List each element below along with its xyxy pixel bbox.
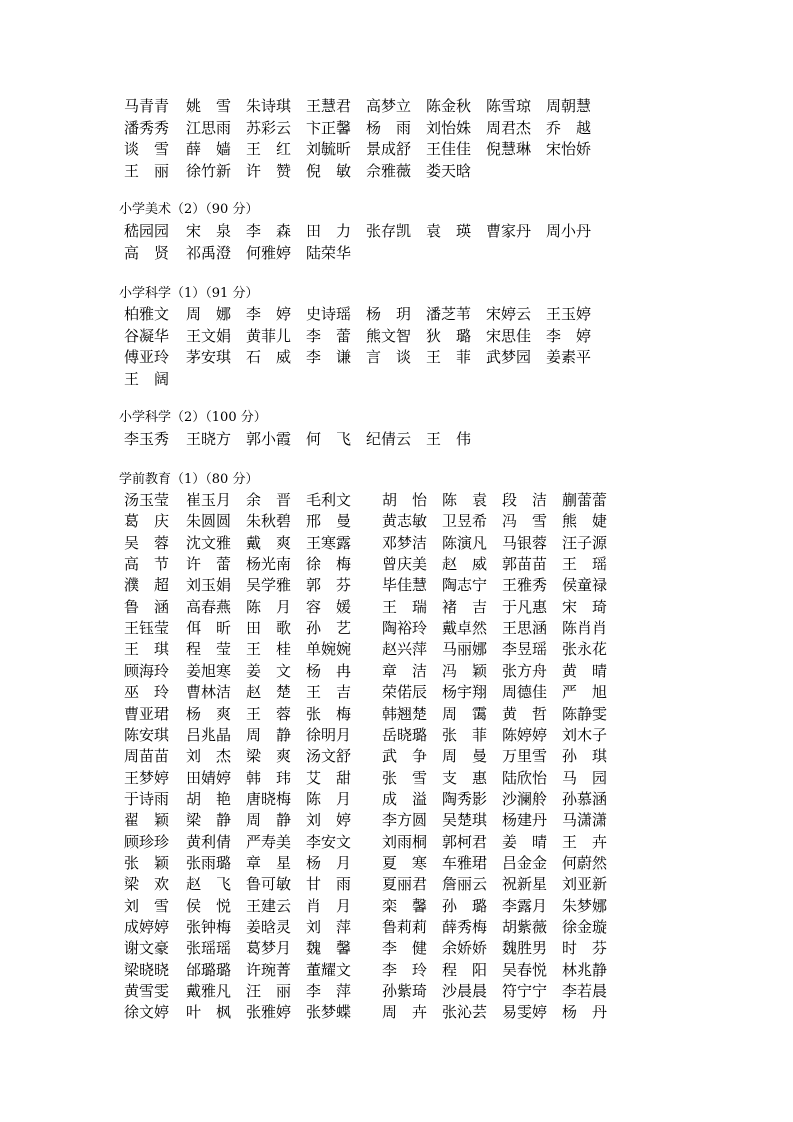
student-name: 冯 颖: [442, 661, 488, 680]
student-name: 梁 静: [186, 811, 232, 830]
student-name: 刘亚新: [562, 875, 608, 894]
student-name: 鲁可敏: [246, 875, 292, 894]
student-name: 王思涵: [502, 619, 548, 638]
student-name: 冯 雪: [502, 512, 548, 531]
student-name: 宋思佳: [486, 326, 532, 345]
student-name: 董耀文: [306, 960, 352, 979]
student-name: 李安文: [306, 832, 352, 851]
student-name: 乔 越: [546, 118, 592, 137]
student-name: 刘 婷: [306, 811, 352, 830]
student-name: 陈演凡: [442, 533, 488, 552]
student-name: 万里雪: [502, 747, 548, 766]
student-name: 王建云: [246, 896, 292, 915]
student-name: 戴卓然: [442, 619, 488, 638]
student-name: 刘 萍: [306, 918, 352, 936]
student-name: 杨光南: [246, 555, 292, 574]
section2-title: 小学科学（1）（91 分）: [119, 286, 259, 301]
student-name: 支 惠: [442, 768, 488, 787]
student-name: 周 静: [246, 811, 292, 830]
student-name: 张雨璐: [186, 853, 232, 872]
student-name: 张沁芸: [442, 1003, 488, 1022]
student-name: 王文娟: [186, 326, 232, 345]
student-name: 王梦婷: [124, 768, 170, 787]
student-name: 潘秀秀: [124, 118, 170, 137]
student-name: 王 吉: [306, 683, 352, 702]
student-name: 戴 爽: [246, 533, 292, 552]
student-name: 詹丽云: [442, 875, 488, 894]
student-name: 李 玲: [382, 960, 428, 979]
student-name: 朱梦娜: [562, 896, 608, 915]
student-name: 孙慕涵: [562, 789, 608, 808]
student-name: 翟 颖: [124, 811, 170, 830]
student-name: 韩 玮: [246, 768, 292, 787]
student-name: 赵 飞: [186, 875, 232, 894]
student-name: 谢文豪: [124, 939, 170, 958]
student-name: 李昱瑶: [502, 640, 548, 659]
student-name: 徐金璇: [562, 918, 608, 936]
student-name: 周 静: [246, 725, 292, 744]
student-name: 熊 婕: [562, 512, 608, 531]
student-name: 李玉秀: [124, 430, 170, 448]
student-name: 邰璐璐: [186, 960, 232, 979]
student-name: 容 媛: [306, 597, 352, 616]
student-name: 严寿美: [246, 832, 292, 851]
student-name: 宋婷云: [486, 305, 532, 323]
student-name: 邢 曼: [306, 512, 352, 531]
student-name: 陶裕玲: [382, 619, 428, 638]
student-name: 苏彩云: [246, 118, 292, 137]
student-name: 陈静雯: [562, 704, 608, 723]
student-name: 朱诗琪: [246, 97, 292, 115]
student-name: 于诗雨: [124, 789, 170, 808]
student-name: 杨宇翔: [442, 683, 488, 702]
student-name: 马丽娜: [442, 640, 488, 659]
student-name: 王钰莹: [124, 619, 170, 638]
student-name: 周 霭: [442, 704, 488, 723]
student-name: 潘芝苇: [426, 305, 472, 323]
student-name: 李露月: [502, 896, 548, 915]
student-name: 魏 馨: [306, 939, 352, 958]
student-name: 孙 艺: [306, 619, 352, 638]
student-name: 崔玉月: [186, 491, 232, 509]
student-name: 武梦园: [486, 348, 532, 366]
student-name: 严 旭: [562, 683, 608, 702]
student-name: 赵 威: [442, 555, 488, 574]
student-name: 李 蕾: [306, 326, 352, 345]
student-name: 葛 庆: [124, 512, 170, 531]
student-name: 高 贤: [124, 243, 170, 262]
student-name: 汪子源: [562, 533, 608, 552]
student-name: 佴 昕: [186, 619, 232, 638]
student-name: 周苗苗: [124, 747, 170, 766]
student-name: 徐竹新: [186, 161, 232, 180]
student-name: 梁 欢: [124, 875, 170, 894]
student-name: 葛梦月: [246, 939, 292, 958]
student-name: 余娇娇: [442, 939, 488, 958]
student-name: 孙紫琦: [382, 982, 428, 1001]
student-name: 姜素平: [546, 348, 592, 366]
student-name: 陶志宁: [442, 576, 488, 595]
student-name: 王寒露: [306, 533, 352, 552]
student-name: 濮 超: [124, 576, 170, 595]
student-name: 时 芬: [562, 939, 608, 958]
student-name: 黄雪雯: [124, 982, 170, 1001]
student-name: 张 梅: [306, 704, 352, 723]
student-name: 艾 甜: [306, 768, 352, 787]
student-name: 周小丹: [546, 222, 592, 240]
student-name: 纪倩云: [366, 430, 412, 448]
student-name: 吕兆晶: [186, 725, 232, 744]
student-name: 栾 馨: [382, 896, 428, 915]
student-name: 陈肖肖: [562, 619, 608, 638]
student-name: 祝新星: [502, 875, 548, 894]
student-name: 黄 哲: [502, 704, 548, 723]
student-name: 汤玉莹: [124, 491, 170, 509]
student-name: 吴楚琪: [442, 811, 488, 830]
student-name: 姚 雪: [186, 97, 232, 115]
student-name: 王 阔: [124, 369, 170, 388]
student-name: 王玉婷: [546, 305, 592, 323]
student-name: 陈 月: [306, 789, 352, 808]
student-name: 唐晓梅: [246, 789, 292, 808]
student-name: 景成舒: [366, 140, 412, 158]
student-name: 曹亚珺: [124, 704, 170, 723]
student-name: 田 歌: [246, 619, 292, 638]
student-name: 沙晨晨: [442, 982, 488, 1001]
student-name: 郭柯君: [442, 832, 488, 851]
student-name: 张方舟: [502, 661, 548, 680]
student-name: 戴雅凡: [186, 982, 232, 1001]
student-name: 杨建丹: [502, 811, 548, 830]
student-name: 宋 泉: [186, 222, 232, 240]
student-name: 郭苗苗: [502, 555, 548, 574]
student-name: 王 桂: [246, 640, 292, 659]
section3-title: 小学科学（2）（100 分）: [119, 410, 267, 425]
student-name: 梁晓晓: [124, 960, 170, 979]
student-name: 陈金秋: [426, 97, 472, 115]
student-name: 顾珍珍: [124, 832, 170, 851]
student-name: 李方圆: [382, 811, 428, 830]
student-name: 王雅秀: [502, 576, 548, 595]
student-name: 段 洁: [502, 491, 548, 509]
student-name: 陈 月: [246, 597, 292, 616]
student-name: 荣偌辰: [382, 683, 428, 702]
student-name: 陆欣怡: [502, 768, 548, 787]
student-name: 孙 琪: [562, 747, 608, 766]
student-name: 狄 璐: [426, 326, 472, 345]
student-name: 马银蓉: [502, 533, 548, 552]
student-name: 汪 丽: [246, 982, 292, 1001]
student-name: 沈文雅: [186, 533, 232, 552]
student-name: 陈雪琼: [486, 97, 532, 115]
student-name: 黄 晴: [562, 661, 608, 680]
student-name: 章 洁: [382, 661, 428, 680]
student-name: 刘雨桐: [382, 832, 428, 851]
student-name: 王 菲: [426, 348, 472, 366]
student-name: 甘 雨: [306, 875, 352, 894]
student-name: 毛利文: [306, 491, 352, 509]
student-name: 夏 寒: [382, 853, 428, 872]
student-name: 徐 梅: [306, 555, 352, 574]
student-name: 马潇潇: [562, 811, 608, 830]
student-name: 周 曼: [442, 747, 488, 766]
student-name: 侯童禄: [562, 576, 608, 595]
student-name: 姜晗灵: [246, 918, 292, 936]
student-name: 赵兴萍: [382, 640, 428, 659]
student-name: 刘毓昕: [306, 140, 352, 158]
student-name: 卫昱希: [442, 512, 488, 531]
student-name: 叶 枫: [186, 1003, 232, 1022]
student-name: 章 星: [246, 853, 292, 872]
student-name: 王 瑶: [562, 555, 608, 574]
student-name: 黄利倩: [186, 832, 232, 851]
student-name: 张永花: [562, 640, 608, 659]
student-name: 李 婷: [246, 305, 292, 323]
student-name: 谷凝华: [124, 326, 170, 345]
student-name: 王慧君: [306, 97, 352, 115]
student-name: 柏雅文: [124, 305, 170, 323]
student-name: 薛秀梅: [442, 918, 488, 936]
student-name: 赵 楚: [246, 683, 292, 702]
student-name: 茅安琪: [186, 348, 232, 366]
student-name: 李 森: [246, 222, 292, 240]
student-name: 谈 雪: [124, 140, 170, 158]
student-name: 许 赞: [246, 161, 292, 180]
student-name: 武 争: [382, 747, 428, 766]
student-name: 车雅珺: [442, 853, 488, 872]
student-name: 曾庆美: [382, 555, 428, 574]
student-name: 薛 嫱: [186, 140, 232, 158]
student-name: 何雅婷: [246, 243, 292, 262]
student-name: 林兆静: [562, 960, 608, 979]
student-name: 周朝慧: [546, 97, 592, 115]
student-name: 张瑶瑶: [186, 939, 232, 958]
student-name: 刘玉娟: [186, 576, 232, 595]
student-name: 刘木子: [562, 725, 608, 744]
student-name: 吴 蓉: [124, 533, 170, 552]
student-name: 刘 杰: [186, 747, 232, 766]
student-name: 韩翘楚: [382, 704, 428, 723]
student-name: 杨 雨: [366, 118, 412, 137]
student-name: 魏胜男: [502, 939, 548, 958]
student-name: 佘雅薇: [366, 161, 412, 180]
student-name: 张 菲: [442, 725, 488, 744]
student-name: 江思雨: [186, 118, 232, 137]
student-name: 张存凯: [366, 222, 412, 240]
student-name: 嵇园园: [124, 222, 170, 240]
student-name: 娄天晗: [426, 161, 472, 180]
student-name: 陆荣华: [306, 243, 352, 262]
student-name: 王 红: [246, 140, 292, 158]
student-name: 周 卉: [382, 1003, 428, 1022]
student-name: 田婧婷: [186, 768, 232, 787]
student-name: 汤文舒: [306, 747, 352, 766]
student-name: 杨 冉: [306, 661, 352, 680]
student-name: 吴春悦: [502, 960, 548, 979]
student-name: 陈安琪: [124, 725, 170, 744]
student-name: 许 蕾: [186, 555, 232, 574]
student-name: 毕佳慧: [382, 576, 428, 595]
student-name: 祁禹澄: [186, 243, 232, 262]
student-name: 何 飞: [306, 430, 352, 448]
student-name: 程 莹: [186, 640, 232, 659]
student-name: 张梦蝶: [306, 1003, 352, 1022]
student-name: 陶秀影: [442, 789, 488, 808]
student-name: 高春燕: [186, 597, 232, 616]
student-name: 熊文智: [366, 326, 412, 345]
student-name: 王 卉: [562, 832, 608, 851]
student-name: 李 健: [382, 939, 428, 958]
student-name: 姜 晴: [502, 832, 548, 851]
student-name: 徐文婷: [124, 1003, 170, 1022]
student-name: 姜 文: [246, 661, 292, 680]
student-name: 沙澜舲: [502, 789, 548, 808]
student-name: 黄志敏: [382, 512, 428, 531]
student-name: 王佳佳: [426, 140, 472, 158]
student-name: 王 丽: [124, 161, 170, 180]
student-name: 徐明月: [306, 725, 352, 744]
student-name: 马 园: [562, 768, 608, 787]
student-name: 卞正馨: [306, 118, 352, 137]
section4-title: 学前教育（1）（80 分）: [119, 472, 259, 487]
student-name: 单婉婉: [306, 640, 352, 659]
student-name: 程 阳: [442, 960, 488, 979]
student-name: 陈 袁: [442, 491, 488, 509]
student-name: 王 琪: [124, 640, 170, 659]
student-name: 杨 玥: [366, 305, 412, 323]
student-name: 吴学雅: [246, 576, 292, 595]
student-name: 傅亚玲: [124, 348, 170, 366]
student-name: 宋怡娇: [546, 140, 592, 158]
student-name: 王 瑞: [382, 597, 428, 616]
student-name: 褚 吉: [442, 597, 488, 616]
student-name: 杨 爽: [186, 704, 232, 723]
student-name: 梁 爽: [246, 747, 292, 766]
student-name: 巫 玲: [124, 683, 170, 702]
student-name: 石 威: [246, 348, 292, 366]
student-name: 李 谦: [306, 348, 352, 366]
student-name: 曹家丹: [486, 222, 532, 240]
student-name: 杨 月: [306, 853, 352, 872]
student-name: 易雯婷: [502, 1003, 548, 1022]
student-name: 袁 瑛: [426, 222, 472, 240]
student-name: 黄菲儿: [246, 326, 292, 345]
student-name: 胡紫薇: [502, 918, 548, 936]
student-name: 于凡惠: [502, 597, 548, 616]
student-name: 张雅婷: [246, 1003, 292, 1022]
student-name: 高梦立: [366, 97, 412, 115]
student-name: 成 溢: [382, 789, 428, 808]
student-name: 邓梦洁: [382, 533, 428, 552]
student-name: 李若晨: [562, 982, 608, 1001]
student-name: 朱圆圆: [186, 512, 232, 531]
student-name: 姜旭寒: [186, 661, 232, 680]
student-name: 顾海玲: [124, 661, 170, 680]
student-name: 吕金金: [502, 853, 548, 872]
student-name: 许琬菁: [246, 960, 292, 979]
student-name: 朱秋碧: [246, 512, 292, 531]
student-name: 成婷婷: [124, 918, 170, 936]
student-name: 宋 琦: [562, 597, 608, 616]
student-name: 何蔚然: [562, 853, 608, 872]
student-name: 马青青: [124, 97, 170, 115]
section1-title: 小学美术（2）（90 分）: [119, 202, 259, 217]
student-name: 王 蓉: [246, 704, 292, 723]
student-name: 田 力: [306, 222, 352, 240]
student-name: 郭小霞: [246, 430, 292, 448]
student-name: 郭 芬: [306, 576, 352, 595]
student-name: 周 娜: [186, 305, 232, 323]
student-name: 张 颖: [124, 853, 170, 872]
student-name: 刘怡姝: [426, 118, 472, 137]
student-name: 侯 悦: [186, 896, 232, 915]
student-name: 刘 雪: [124, 896, 170, 915]
student-name: 夏丽君: [382, 875, 428, 894]
student-name: 曹林洁: [186, 683, 232, 702]
student-name: 倪慧琳: [486, 140, 532, 158]
student-name: 岳晓璐: [382, 725, 428, 744]
student-name: 周君杰: [486, 118, 532, 137]
student-name: 史诗瑶: [306, 305, 352, 323]
student-name: 李 萍: [306, 982, 352, 1001]
student-name: 鲁 涵: [124, 597, 170, 616]
student-name: 杨 丹: [562, 1003, 608, 1022]
student-name: 李 婷: [546, 326, 592, 345]
student-name: 周德佳: [502, 683, 548, 702]
student-name: 张钟梅: [186, 918, 232, 936]
student-name: 蒯蕾蕾: [562, 491, 608, 509]
student-name: 王 伟: [426, 430, 472, 448]
student-name: 陈婷婷: [502, 725, 548, 744]
student-name: 鲁莉莉: [382, 918, 428, 936]
student-name: 倪 敏: [306, 161, 352, 180]
student-name: 王晓方: [186, 430, 232, 448]
student-name: 孙 璐: [442, 896, 488, 915]
student-name: 胡 艳: [186, 789, 232, 808]
student-name: 张 雪: [382, 768, 428, 787]
student-name: 胡 怡: [382, 491, 428, 509]
student-name: 余 晋: [246, 491, 292, 509]
student-name: 肖 月: [306, 896, 352, 915]
student-name: 高 节: [124, 555, 170, 574]
student-name: 言 谈: [366, 348, 412, 366]
student-name: 符宁宁: [502, 982, 548, 1001]
